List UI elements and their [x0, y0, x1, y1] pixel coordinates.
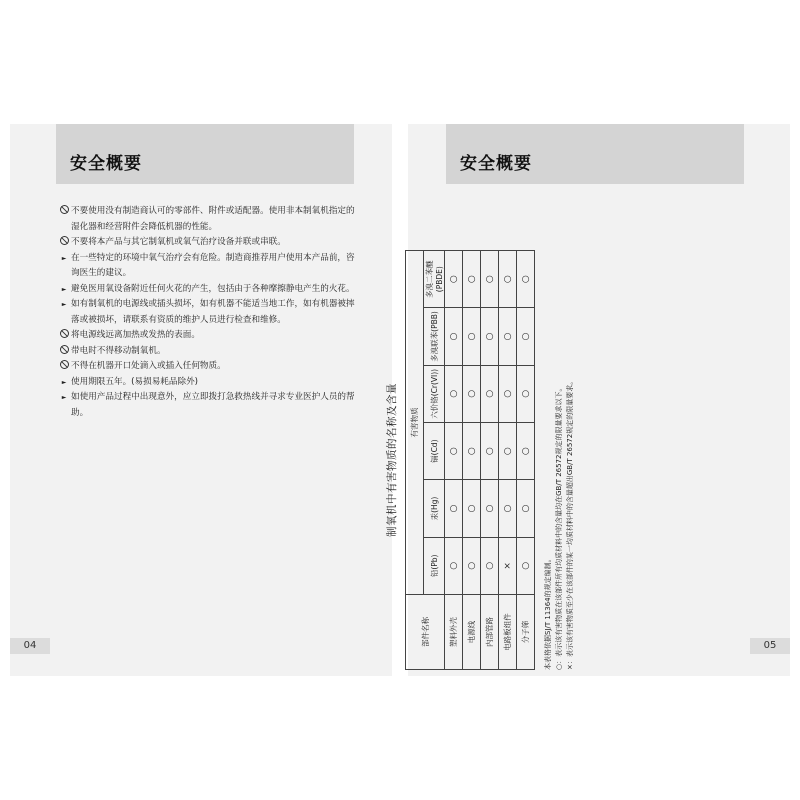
substance-value-cell: ○	[517, 423, 535, 480]
part-name-cell: 电路板组件	[499, 595, 517, 670]
part-name-cell: 塑料外壳	[445, 595, 463, 670]
safety-item	[59, 390, 359, 421]
safety-item-text: 带电时不得移动制氧机。	[71, 345, 166, 356]
note-main: 本表格依据SJ/T 11364的规定编制。	[544, 555, 552, 670]
substance-value-cell: ○	[481, 480, 499, 537]
safety-item	[59, 251, 359, 282]
table-row	[463, 251, 481, 670]
table-row	[499, 251, 517, 670]
prohibited-icon	[59, 344, 69, 360]
table-notes	[543, 250, 576, 670]
substance-value-cell: ○	[463, 423, 481, 480]
hazardous-substance-table	[405, 250, 535, 670]
substance-value-cell: ○	[517, 537, 535, 594]
left-header-bar	[56, 124, 354, 184]
safety-item	[59, 282, 359, 298]
substance-header: 镉(Cd)	[424, 423, 445, 480]
substance-value-cell: ×	[499, 537, 517, 594]
substance-value-cell: ○	[499, 365, 517, 422]
table-caption: 制氧机中有害物质的名称及含量	[386, 383, 398, 537]
safety-item	[59, 204, 359, 235]
table-row	[445, 251, 463, 670]
substance-value-cell: ○	[445, 480, 463, 537]
left-page-number: 04	[10, 638, 50, 654]
safety-item-text: 不要使用没有制造商认可的零部件、附件或适配器。使用非本制氧机指定的湿化器和经营附件会降低机器的性能。	[71, 206, 355, 232]
substance-value-cell: ○	[445, 365, 463, 422]
substance-value-cell: ○	[481, 365, 499, 422]
substance-value-cell: ○	[499, 251, 517, 308]
right-header-bar	[446, 124, 744, 184]
substance-header: 多溴联苯(PBB)	[424, 308, 445, 365]
safety-list	[59, 204, 359, 421]
table-row	[517, 251, 535, 670]
substance-value-cell: ○	[463, 251, 481, 308]
left-page-title: 安全概要	[70, 154, 142, 174]
substance-value-cell: ○	[445, 423, 463, 480]
safety-item-text: 将电源线远离加热或发热的表面。	[71, 330, 200, 340]
prohibited-icon	[59, 235, 69, 251]
substance-value-cell: ○	[499, 308, 517, 365]
substance-value-cell: ○	[517, 480, 535, 537]
arrow-bullet-icon: ►	[61, 301, 67, 308]
safety-item	[59, 359, 359, 375]
right-page	[386, 124, 790, 676]
safety-item-text: 避免医用氧设备附近任何火花的产生，包括由于各种摩擦静电产生的火花。	[71, 283, 355, 294]
substance-value-cell: ○	[481, 423, 499, 480]
table-row	[481, 251, 499, 670]
substance-value-cell: ○	[499, 423, 517, 480]
safety-item-text: 如使用产品过程中出现意外，应立即拨打急救热线并寻求专业医护人员的帮助。	[71, 392, 355, 418]
substance-value-cell: ○	[445, 251, 463, 308]
arrow-bullet-icon: ►	[61, 394, 67, 401]
substance-value-cell: ○	[445, 537, 463, 594]
note-o: ○：表示该有害物质在该部件所有均质材料中的含量均在GB/T 26572规定的限量要求以下。	[555, 384, 563, 670]
substance-value-cell: ○	[517, 308, 535, 365]
safety-item	[59, 328, 359, 344]
substance-value-cell: ○	[463, 480, 481, 537]
safety-item-text: 在一些特定的环境中氧气治疗会有危险。制造商推荐用户使用本产品前，咨询医生的建议。	[71, 252, 355, 278]
safety-item	[59, 344, 359, 360]
col-header-group: 有害物质	[406, 251, 424, 595]
safety-item-text: 不得在机器开口处滴入或插入任何物质。	[71, 361, 226, 371]
substance-header: 多溴二苯醚(PBDE)	[424, 251, 445, 308]
prohibited-icon	[59, 359, 69, 375]
substance-value-cell: ○	[463, 308, 481, 365]
safety-item	[59, 375, 359, 391]
substance-value-cell: ○	[481, 251, 499, 308]
part-name-cell: 电源线	[463, 595, 481, 670]
substance-value-cell: ○	[445, 308, 463, 365]
arrow-bullet-icon: ►	[61, 285, 67, 293]
part-name-cell: 内部管路	[481, 595, 499, 670]
arrow-bullet-icon: ►	[61, 254, 67, 262]
prohibited-icon	[59, 328, 69, 344]
safety-item-text: 使用期限五年。(易损易耗品除外)	[71, 376, 199, 387]
safety-item	[59, 297, 359, 328]
substance-header: 汞(Hg)	[424, 480, 445, 537]
substance-value-cell: ○	[499, 480, 517, 537]
substance-header: 铅(Pb)	[424, 537, 445, 594]
col-header-part: 部件名称	[406, 595, 445, 670]
safety-item-text: 如有制氧机的电源线或插头损坏，如有机器不能适当地工作，如有机器被摔落或被损坏，请联系有资质的维护人员进行检查和维修。	[71, 299, 355, 325]
left-page	[10, 124, 392, 676]
arrow-bullet-icon: ►	[61, 378, 67, 386]
safety-item	[59, 235, 359, 251]
substance-value-cell: ○	[517, 365, 535, 422]
part-name-cell: 分子筛	[517, 595, 535, 670]
prohibited-icon	[59, 204, 69, 220]
substance-header: 六价铬(Cr(VI))	[424, 365, 445, 422]
right-page-number: 05	[750, 638, 790, 654]
safety-item-text: 不要将本产品与其它制氧机或氧气治疗设备并联或串联。	[71, 237, 286, 247]
substance-value-cell: ○	[481, 308, 499, 365]
substance-value-cell: ○	[517, 251, 535, 308]
right-page-title: 安全概要	[460, 154, 532, 174]
note-x: ×：表示该有害物质至少在该部件的某一均质材料中的含量超出GB/T 26572规定的限量要求。	[566, 377, 574, 670]
substance-value-cell: ○	[481, 537, 499, 594]
substance-value-cell: ○	[463, 365, 481, 422]
substance-value-cell: ○	[463, 537, 481, 594]
